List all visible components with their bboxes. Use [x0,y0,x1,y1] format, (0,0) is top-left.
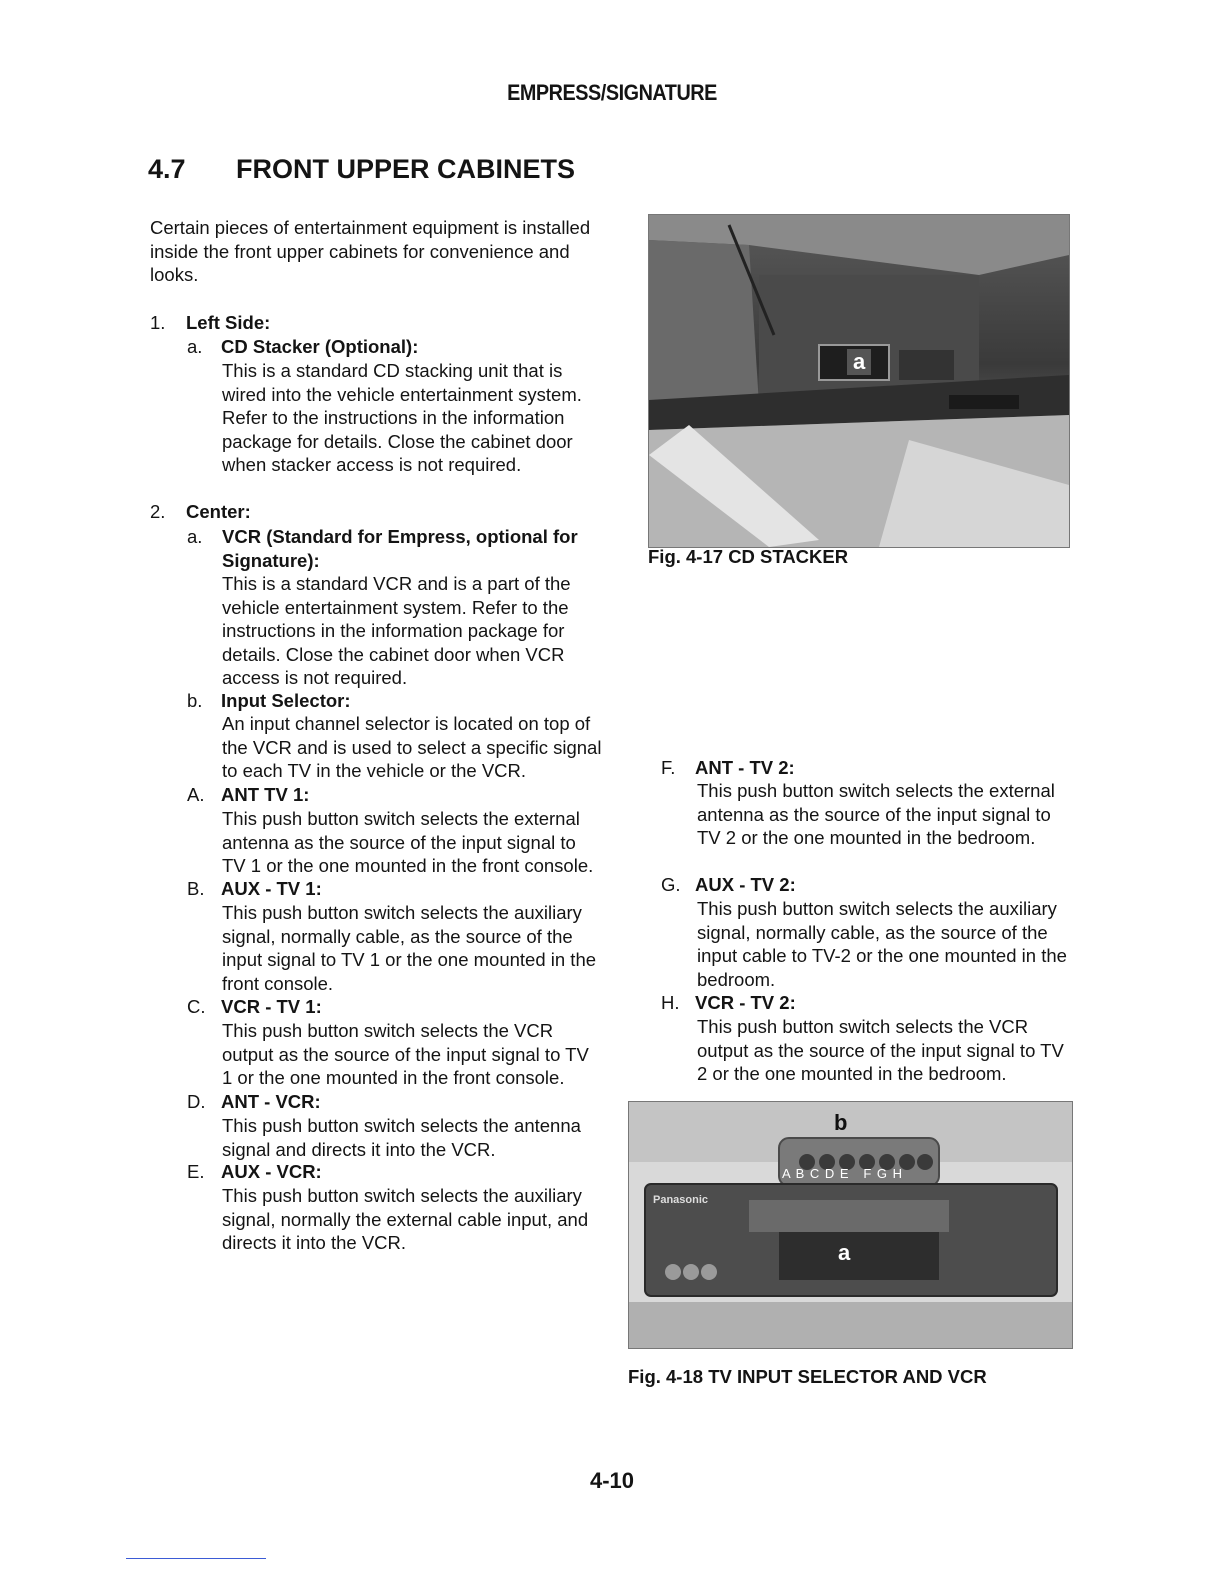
page-header: EMPRESS/SIGNATURE [507,80,717,105]
section-heading: FRONT UPPER CABINETS [236,154,576,184]
fig18-caption: Fig. 4-18 TV INPUT SELECTOR AND VCR [628,1366,987,1387]
vcr-label: a. [187,526,203,547]
left-side-title: Left Side: [186,312,271,333]
fig18-selector-letters: A B C D E F G H [782,1166,904,1181]
vcr-text: This is a standard VCR and is a part of the vehicle entertainment system. Refer to the instructions in the information package for details. Close the cabinet door when VCR access is not required. [222,573,571,689]
switch-a-heading [187,783,309,807]
switch-e-heading [187,1160,322,1184]
switch-c-text: This push button switch selects the VCR output as the source of the input signal to TV 1 or the one mounted in the front console. [222,1020,589,1089]
page-number: 4-10 [589,1468,635,1493]
footer-rule [126,1558,266,1559]
center-number: 2. [150,501,166,522]
input-selector-label: b. [187,690,203,711]
fig18-callout-b: b [834,1110,848,1135]
switch-c-label: C. [187,996,206,1017]
switch-d-text: This push button switch selects the antenna signal and directs it into the VCR. [222,1115,581,1160]
switch-e-label: E. [187,1161,205,1182]
vcr-title: VCR (Standard for Empress, optional for Signature): [222,526,578,571]
intro-paragraph: Certain pieces of entertainment equipment is installed inside the front upper cabinets for convenience and looks. [150,217,591,286]
switch-h-label: H. [661,992,680,1013]
left-side-heading [150,312,270,334]
cd-stacker-label: a. [187,336,203,357]
vcr-photo-graphic [629,1102,1072,1348]
switch-d-heading [187,1090,321,1114]
switch-g-text: This push button switch selects the auxiliary signal, normally cable, as the source of the input cable to TV-2 or the one mounted in the bedroom. [697,898,1067,990]
switch-f-text: This push button switch selects the external antenna as the source of the input signal to TV 2 or the one mounted in the bedroom. [697,780,1055,849]
switch-f-title: ANT - TV 2: [695,757,795,778]
section-number: 4.7 [148,154,186,184]
fig18-callout-a: a [838,1240,851,1265]
switch-d-title: ANT - VCR: [221,1091,321,1112]
switch-b-title: AUX - TV 1: [221,878,322,899]
fig17-caption: Fig. 4-17 CD STACKER [648,546,849,567]
switch-f-heading [661,756,795,780]
switch-f-label: F. [661,757,676,778]
fig17-callout-a: a [847,349,871,375]
switch-g-label: G. [661,874,681,895]
left-side-number: 1. [150,312,166,333]
switch-a-label: A. [187,784,205,805]
switch-e-text: This push button switch selects the auxiliary signal, normally the external cable input, and directs it into the VCR. [222,1185,589,1254]
switch-h-title: VCR - TV 2: [695,992,796,1013]
switch-c-title: VCR - TV 1: [221,996,322,1017]
switch-a-title: ANT TV 1: [221,784,310,805]
switch-b-heading [187,877,322,901]
center-title: Center: [186,501,251,522]
cd-stacker-photo [648,214,1070,548]
switch-d-label: D. [187,1091,206,1112]
switch-b-label: B. [187,878,205,899]
vcr-heading [187,525,607,572]
switch-g-heading [661,873,796,897]
vcr-photo [628,1101,1073,1349]
switch-h-text: This push button switch selects the VCR output as the source of the input signal to TV 2 or the one mounted in the bedroom. [697,1016,1064,1085]
switch-c-heading [187,995,322,1019]
switch-h-heading [661,991,796,1015]
switch-a-text: This push button switch selects the external antenna as the source of the input signal to TV 1 or the one mounted in the front console. [222,808,594,877]
switch-g-title: AUX - TV 2: [695,874,796,895]
cd-stacker-title: CD Stacker (Optional): [221,336,419,357]
input-selector-title: Input Selector: [221,690,351,711]
center-heading [150,501,251,523]
input-selector-text: An input channel selector is located on top of the VCR and is used to select a specific signal to each TV in the vehicle or the VCR. [222,713,602,782]
switch-b-text: This push button switch selects the auxiliary signal, normally cable, as the source of the input signal to TV 1 or the one mounted in the front console. [222,902,597,994]
switch-e-title: AUX - VCR: [221,1161,322,1182]
fig18-brand: Panasonic [653,1194,709,1206]
cd-stacker-photo-graphic [649,215,1069,547]
cd-stacker-heading [187,335,418,359]
cd-stacker-text: This is a standard CD stacking unit that is wired into the vehicle entertainment system. Refer to the instructions in the information package for details. Close the cabinet door when stacker access is not required. [222,360,582,476]
section-title [148,154,575,185]
input-selector-heading [187,689,351,713]
